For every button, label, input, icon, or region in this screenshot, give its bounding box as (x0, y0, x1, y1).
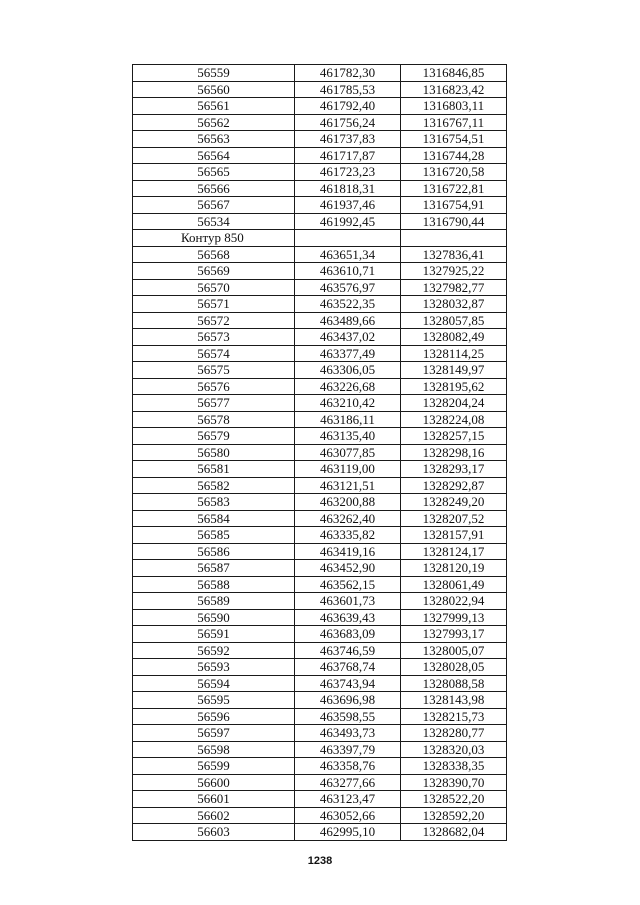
y-coordinate-cell: 1316767,11 (401, 114, 507, 131)
x-coordinate-cell: 463119,00 (295, 461, 401, 478)
y-coordinate-cell: 1328390,70 (401, 774, 507, 791)
point-number-cell: 56573 (133, 329, 295, 346)
y-coordinate-cell: 1328293,17 (401, 461, 507, 478)
point-number-cell: 56597 (133, 725, 295, 742)
section-label: Контур 850 (133, 230, 295, 247)
point-number-cell: 56587 (133, 560, 295, 577)
x-coordinate-cell: 463493,73 (295, 725, 401, 742)
y-coordinate-cell: 1328320,03 (401, 741, 507, 758)
y-coordinate-cell: 1316803,11 (401, 98, 507, 115)
x-coordinate-cell: 463601,73 (295, 593, 401, 610)
y-coordinate-cell: 1328082,49 (401, 329, 507, 346)
x-coordinate-cell: 461723,23 (295, 164, 401, 181)
x-coordinate-cell: 463562,15 (295, 576, 401, 593)
table-row (133, 378, 507, 395)
point-number-cell: 56596 (133, 708, 295, 725)
table-row (133, 197, 507, 214)
x-coordinate-cell: 463576,97 (295, 279, 401, 296)
point-number-cell: 56582 (133, 477, 295, 494)
point-number-cell: 56564 (133, 147, 295, 164)
x-coordinate-cell: 463335,82 (295, 527, 401, 544)
table-row (133, 593, 507, 610)
point-number-cell: 56570 (133, 279, 295, 296)
section-row (133, 230, 507, 247)
point-number-cell: 56593 (133, 659, 295, 676)
y-coordinate-cell: 1328292,87 (401, 477, 507, 494)
y-coordinate-cell: 1328298,16 (401, 444, 507, 461)
coordinates-table (132, 64, 507, 841)
y-coordinate-cell: 1328124,17 (401, 543, 507, 560)
x-coordinate-cell: 463277,66 (295, 774, 401, 791)
table-row (133, 147, 507, 164)
x-coordinate-cell: 463358,76 (295, 758, 401, 775)
x-coordinate-cell: 461782,30 (295, 65, 401, 82)
y-coordinate-cell: 1328032,87 (401, 296, 507, 313)
x-coordinate-cell: 463377,49 (295, 345, 401, 362)
table-row (133, 114, 507, 131)
y-coordinate-cell: 1327836,41 (401, 246, 507, 263)
point-number-cell: 56602 (133, 807, 295, 824)
y-coordinate-cell: 1327982,77 (401, 279, 507, 296)
table-row (133, 312, 507, 329)
point-number-cell: 56580 (133, 444, 295, 461)
y-coordinate-cell: 1328088,58 (401, 675, 507, 692)
y-coordinate-cell: 1316720,58 (401, 164, 507, 181)
table-row (133, 758, 507, 775)
y-coordinate-cell: 1328143,98 (401, 692, 507, 709)
point-number-cell: 56571 (133, 296, 295, 313)
point-number-cell: 56563 (133, 131, 295, 148)
point-number-cell: 56594 (133, 675, 295, 692)
x-coordinate-cell: 463639,43 (295, 609, 401, 626)
point-number-cell: 56559 (133, 65, 295, 82)
table-row (133, 444, 507, 461)
table-row (133, 708, 507, 725)
point-number-cell: 56569 (133, 263, 295, 280)
table-row (133, 824, 507, 841)
x-coordinate-cell: 463397,79 (295, 741, 401, 758)
x-coordinate-cell: 461992,45 (295, 213, 401, 230)
y-coordinate-cell: 1328195,62 (401, 378, 507, 395)
x-coordinate-cell: 463121,51 (295, 477, 401, 494)
table-row (133, 659, 507, 676)
point-number-cell: 56603 (133, 824, 295, 841)
y-coordinate-cell: 1328022,94 (401, 593, 507, 610)
x-coordinate-cell: 461756,24 (295, 114, 401, 131)
table-row (133, 494, 507, 511)
y-coordinate-cell: 1328114,25 (401, 345, 507, 362)
x-coordinate-cell: 461717,87 (295, 147, 401, 164)
x-coordinate-cell: 462995,10 (295, 824, 401, 841)
y-coordinate-cell: 1327925,22 (401, 263, 507, 280)
y-coordinate-cell: 1316722,81 (401, 180, 507, 197)
y-coordinate-cell: 1327999,13 (401, 609, 507, 626)
point-number-cell: 56584 (133, 510, 295, 527)
table-row (133, 428, 507, 445)
table-row (133, 642, 507, 659)
y-coordinate-cell: 1328028,05 (401, 659, 507, 676)
point-number-cell: 56534 (133, 213, 295, 230)
y-coordinate-cell: 1316754,91 (401, 197, 507, 214)
point-number-cell: 56576 (133, 378, 295, 395)
point-number-cell: 56581 (133, 461, 295, 478)
point-number-cell: 56583 (133, 494, 295, 511)
table-row (133, 345, 507, 362)
point-number-cell: 56561 (133, 98, 295, 115)
point-number-cell: 56579 (133, 428, 295, 445)
point-number-cell: 56568 (133, 246, 295, 263)
table-row (133, 774, 507, 791)
table-row (133, 477, 507, 494)
point-number-cell: 56565 (133, 164, 295, 181)
point-number-cell: 56585 (133, 527, 295, 544)
y-coordinate-cell: 1328224,08 (401, 411, 507, 428)
y-coordinate-cell: 1328280,77 (401, 725, 507, 742)
table-row (133, 692, 507, 709)
table-row (133, 807, 507, 824)
x-coordinate-cell: 461792,40 (295, 98, 401, 115)
y-coordinate-cell: 1328204,24 (401, 395, 507, 412)
point-number-cell: 56574 (133, 345, 295, 362)
empty-cell (401, 230, 507, 247)
x-coordinate-cell: 463052,66 (295, 807, 401, 824)
x-coordinate-cell: 463768,74 (295, 659, 401, 676)
y-coordinate-cell: 1328149,97 (401, 362, 507, 379)
y-coordinate-cell: 1328057,85 (401, 312, 507, 329)
point-number-cell: 56592 (133, 642, 295, 659)
y-coordinate-cell: 1316744,28 (401, 147, 507, 164)
point-number-cell: 56595 (133, 692, 295, 709)
point-number-cell: 56589 (133, 593, 295, 610)
table-row (133, 741, 507, 758)
y-coordinate-cell: 1328682,04 (401, 824, 507, 841)
page-number: 1238 (307, 855, 333, 867)
table-row (133, 543, 507, 560)
x-coordinate-cell: 463746,59 (295, 642, 401, 659)
x-coordinate-cell: 463226,68 (295, 378, 401, 395)
y-coordinate-cell: 1328522,20 (401, 791, 507, 808)
x-coordinate-cell: 463419,16 (295, 543, 401, 560)
point-number-cell: 56601 (133, 791, 295, 808)
table-row (133, 675, 507, 692)
x-coordinate-cell: 463306,05 (295, 362, 401, 379)
x-coordinate-cell: 463598,55 (295, 708, 401, 725)
x-coordinate-cell: 461818,31 (295, 180, 401, 197)
table-row (133, 576, 507, 593)
x-coordinate-cell: 463077,85 (295, 444, 401, 461)
table-row (133, 560, 507, 577)
table-row (133, 81, 507, 98)
x-coordinate-cell: 463200,88 (295, 494, 401, 511)
x-coordinate-cell: 463489,66 (295, 312, 401, 329)
point-number-cell: 56566 (133, 180, 295, 197)
point-number-cell: 56578 (133, 411, 295, 428)
table-row (133, 461, 507, 478)
y-coordinate-cell: 1328592,20 (401, 807, 507, 824)
x-coordinate-cell: 463123,47 (295, 791, 401, 808)
x-coordinate-cell: 461737,83 (295, 131, 401, 148)
y-coordinate-cell: 1328215,73 (401, 708, 507, 725)
y-coordinate-cell: 1327993,17 (401, 626, 507, 643)
table-row (133, 362, 507, 379)
table-row (133, 98, 507, 115)
table-row (133, 131, 507, 148)
point-number-cell: 56567 (133, 197, 295, 214)
y-coordinate-cell: 1328120,19 (401, 560, 507, 577)
point-number-cell: 56575 (133, 362, 295, 379)
y-coordinate-cell: 1328249,20 (401, 494, 507, 511)
y-coordinate-cell: 1328257,15 (401, 428, 507, 445)
table-row (133, 180, 507, 197)
table-row (133, 626, 507, 643)
table-row (133, 246, 507, 263)
x-coordinate-cell: 461785,53 (295, 81, 401, 98)
table-row (133, 791, 507, 808)
table-row (133, 411, 507, 428)
y-coordinate-cell: 1328207,52 (401, 510, 507, 527)
point-number-cell: 56562 (133, 114, 295, 131)
x-coordinate-cell: 461937,46 (295, 197, 401, 214)
table-row (133, 164, 507, 181)
y-coordinate-cell: 1328005,07 (401, 642, 507, 659)
x-coordinate-cell: 463743,94 (295, 675, 401, 692)
table-row (133, 527, 507, 544)
point-number-cell: 56560 (133, 81, 295, 98)
table-row (133, 279, 507, 296)
point-number-cell: 56586 (133, 543, 295, 560)
x-coordinate-cell: 463210,42 (295, 395, 401, 412)
point-number-cell: 56572 (133, 312, 295, 329)
x-coordinate-cell: 463651,34 (295, 246, 401, 263)
x-coordinate-cell: 463186,11 (295, 411, 401, 428)
y-coordinate-cell: 1328061,49 (401, 576, 507, 593)
x-coordinate-cell: 463683,09 (295, 626, 401, 643)
x-coordinate-cell: 463522,35 (295, 296, 401, 313)
x-coordinate-cell: 463437,02 (295, 329, 401, 346)
y-coordinate-cell: 1316790,44 (401, 213, 507, 230)
x-coordinate-cell: 463696,98 (295, 692, 401, 709)
y-coordinate-cell: 1316846,85 (401, 65, 507, 82)
point-number-cell: 56590 (133, 609, 295, 626)
empty-cell (295, 230, 401, 247)
table-row (133, 296, 507, 313)
x-coordinate-cell: 463135,40 (295, 428, 401, 445)
table-row (133, 65, 507, 82)
table-row (133, 725, 507, 742)
table-row (133, 329, 507, 346)
point-number-cell: 56600 (133, 774, 295, 791)
y-coordinate-cell: 1316754,51 (401, 131, 507, 148)
x-coordinate-cell: 463262,40 (295, 510, 401, 527)
y-coordinate-cell: 1328338,35 (401, 758, 507, 775)
table-row (133, 213, 507, 230)
x-coordinate-cell: 463610,71 (295, 263, 401, 280)
coordinates-table-body (133, 65, 507, 841)
table-row (133, 395, 507, 412)
point-number-cell: 56591 (133, 626, 295, 643)
point-number-cell: 56588 (133, 576, 295, 593)
y-coordinate-cell: 1316823,42 (401, 81, 507, 98)
y-coordinate-cell: 1328157,91 (401, 527, 507, 544)
point-number-cell: 56577 (133, 395, 295, 412)
table-row (133, 609, 507, 626)
point-number-cell: 56598 (133, 741, 295, 758)
table-row (133, 510, 507, 527)
table-row (133, 263, 507, 280)
point-number-cell: 56599 (133, 758, 295, 775)
x-coordinate-cell: 463452,90 (295, 560, 401, 577)
